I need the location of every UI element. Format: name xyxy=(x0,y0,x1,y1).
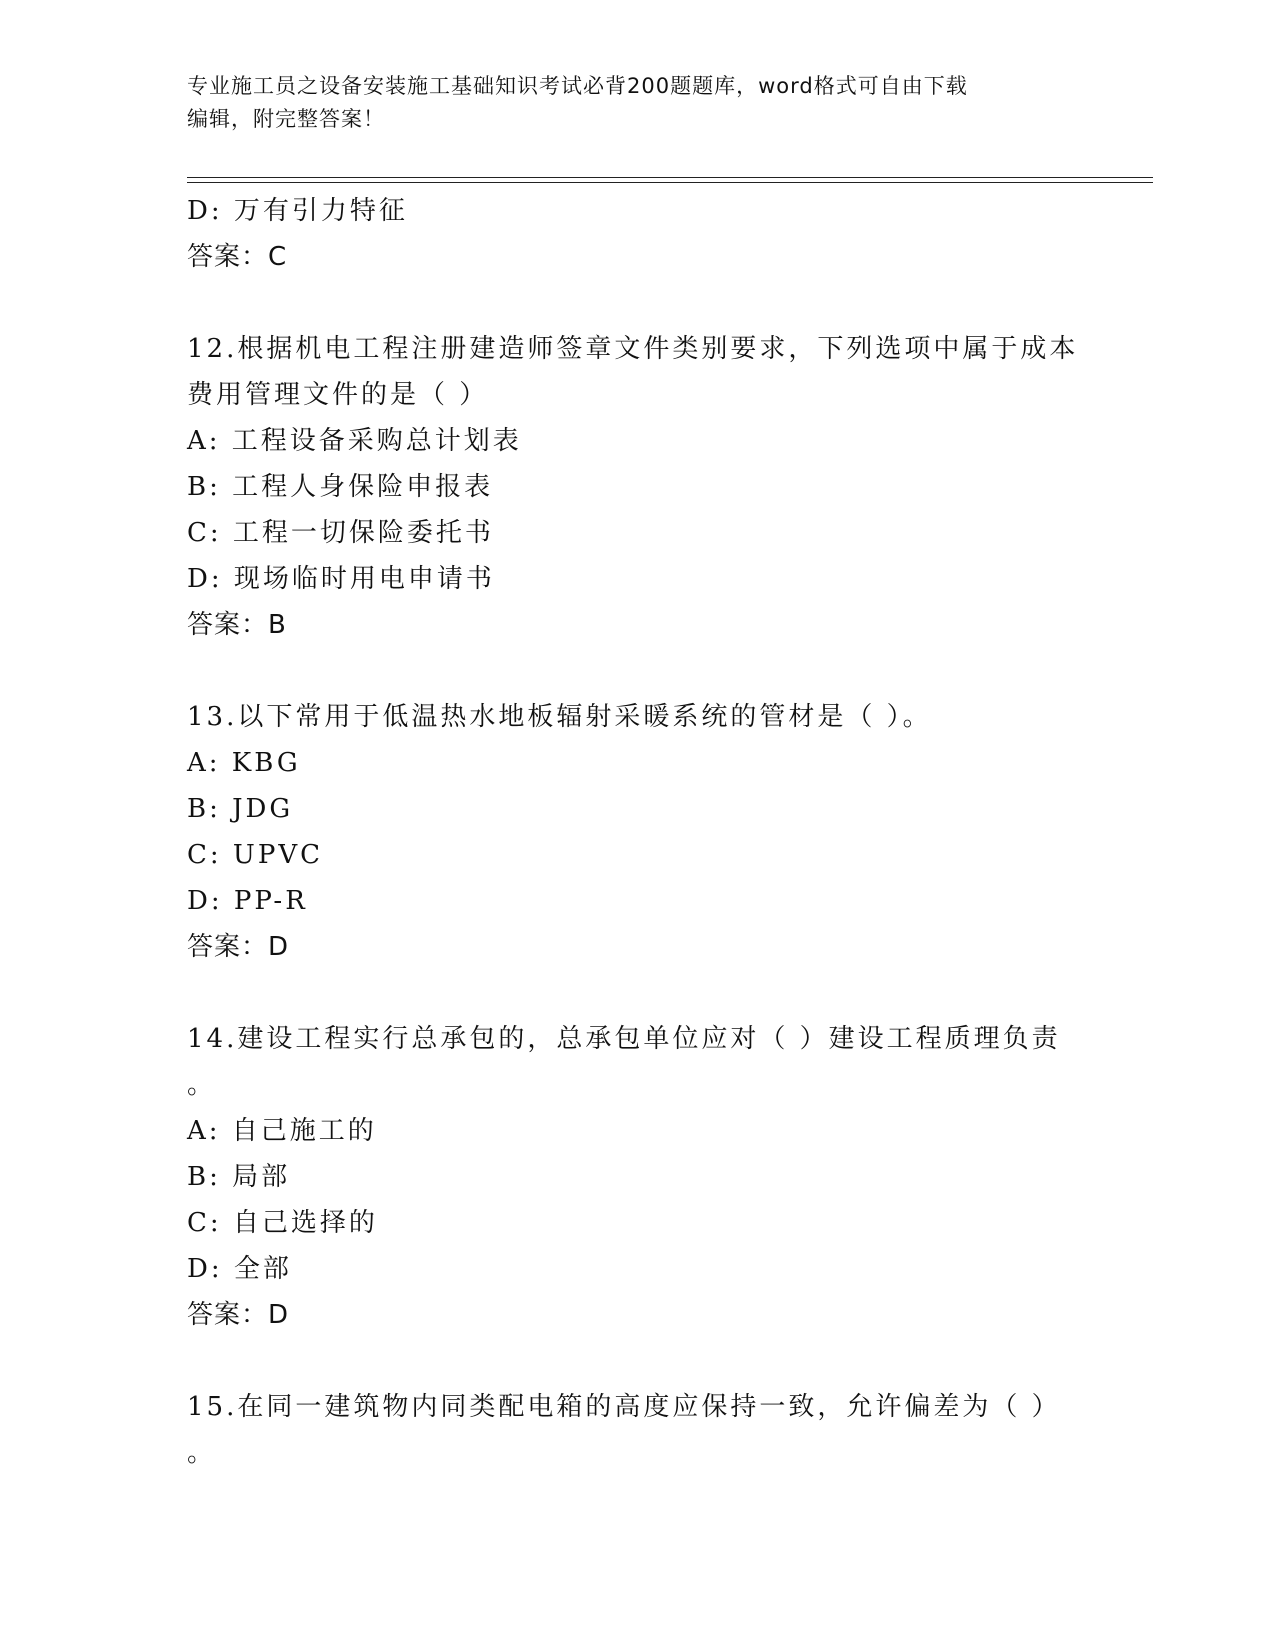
option-b: B: JDG xyxy=(187,794,294,824)
option-a: A: 工程设备采购总计划表 xyxy=(187,426,522,456)
question-14 xyxy=(187,1016,1087,1338)
header-line-2: 编辑，附完整答案！ xyxy=(187,107,385,131)
option-a: A: 自己施工的 xyxy=(187,1116,377,1146)
question-stem-continued: 。 xyxy=(187,1438,217,1468)
option-c: C: 工程一切保险委托书 xyxy=(187,518,494,548)
question-stem: 13.以下常用于低温热水地板辐射采暖系统的管材是（ ）。 xyxy=(187,702,932,732)
option-a: A: KBG xyxy=(187,748,301,778)
option-d: D: 现场临时用电申请书 xyxy=(187,564,495,594)
answer-line: 答案：C xyxy=(187,242,288,272)
option-d: D: 全部 xyxy=(187,1254,292,1284)
spacer xyxy=(187,280,1087,326)
option-b: B: 工程人身保险申报表 xyxy=(187,472,494,502)
question-stem-continued: 。 xyxy=(187,1070,217,1100)
previous-question-tail xyxy=(187,188,1087,280)
question-12 xyxy=(187,326,1087,648)
option-d: D: 万有引力特征 xyxy=(187,196,408,226)
question-15 xyxy=(187,1384,1087,1476)
question-list xyxy=(187,188,1087,1476)
header-divider-bottom xyxy=(187,182,1153,183)
option-b: B: 局部 xyxy=(187,1162,291,1192)
answer-line: 答案：D xyxy=(187,932,290,962)
option-c: C: 自己选择的 xyxy=(187,1208,378,1238)
question-stem-continued: 费用管理文件的是（ ） xyxy=(187,380,489,410)
spacer xyxy=(187,648,1087,694)
question-stem: 12.根据机电工程注册建造师签章文件类别要求，下列选项中属于成本 xyxy=(187,334,1079,364)
question-stem: 15.在同一建筑物内同类配电箱的高度应保持一致，允许偏差为（ ） xyxy=(187,1392,1061,1422)
question-13 xyxy=(187,694,1087,970)
document-header xyxy=(187,70,1087,136)
spacer xyxy=(187,1338,1087,1384)
header-line-1: 专业施工员之设备安装施工基础知识考试必背200题题库，word格式可自由下载 xyxy=(187,74,968,98)
answer-line: 答案：B xyxy=(187,610,287,640)
question-stem: 14.建设工程实行总承包的，总承包单位应对（ ）建设工程质理负责 xyxy=(187,1024,1061,1054)
answer-line: 答案：D xyxy=(187,1300,290,1330)
header-divider-top xyxy=(187,177,1153,178)
option-d: D: PP-R xyxy=(187,886,308,916)
option-c: C: UPVC xyxy=(187,840,323,870)
spacer xyxy=(187,970,1087,1016)
